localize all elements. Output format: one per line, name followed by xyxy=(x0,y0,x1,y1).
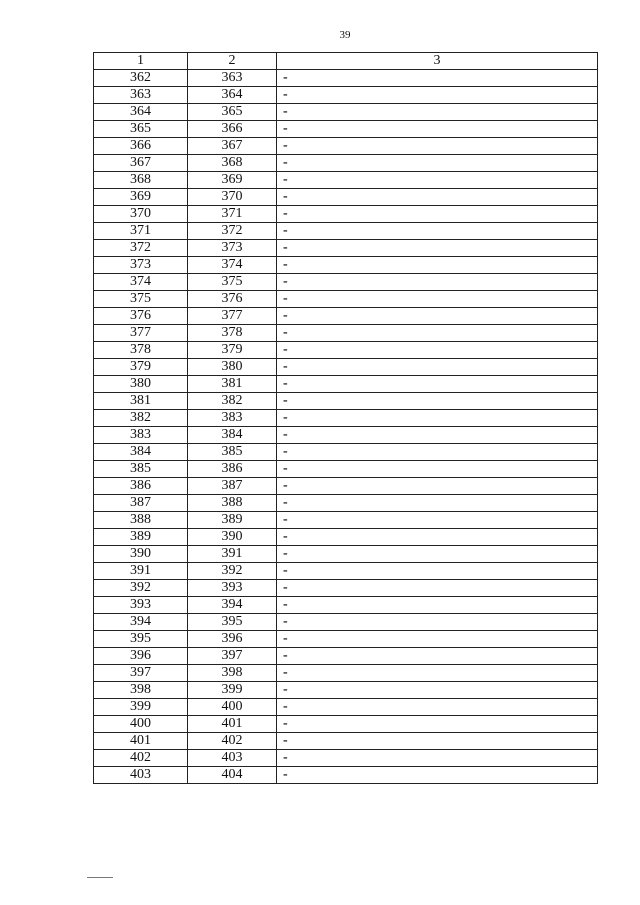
table-row xyxy=(94,274,598,291)
table-cell-col-2: 378 xyxy=(188,325,277,342)
table-cell-col-3: - xyxy=(277,444,598,461)
table-row xyxy=(94,206,598,223)
table-cell-col-3: - xyxy=(277,750,598,767)
table-cell-col-3: - xyxy=(277,87,598,104)
table-cell-col-3: - xyxy=(277,257,598,274)
table-cell-col-3: - xyxy=(277,359,598,376)
table-cell-col-1: 401 xyxy=(94,733,188,750)
table-cell-col-2: 390 xyxy=(188,529,277,546)
table-cell-col-3: - xyxy=(277,427,598,444)
table-cell-col-2: 373 xyxy=(188,240,277,257)
table-cell-col-2: 387 xyxy=(188,478,277,495)
data-table xyxy=(93,52,598,784)
table-cell-col-2: 367 xyxy=(188,138,277,155)
table-cell-col-1: 394 xyxy=(94,614,188,631)
table-cell-col-2: 371 xyxy=(188,206,277,223)
table-cell-col-3: - xyxy=(277,138,598,155)
table-row xyxy=(94,767,598,784)
table-cell-col-1: 397 xyxy=(94,665,188,682)
table-cell-col-3: - xyxy=(277,699,598,716)
table-cell-col-1: 379 xyxy=(94,359,188,376)
table-cell-col-2: 392 xyxy=(188,563,277,580)
table-row xyxy=(94,478,598,495)
table-row xyxy=(94,308,598,325)
table-cell-col-1: 380 xyxy=(94,376,188,393)
table-row xyxy=(94,512,598,529)
table-row xyxy=(94,138,598,155)
table-cell-col-3: - xyxy=(277,121,598,138)
table-row xyxy=(94,342,598,359)
table-cell-col-2: 380 xyxy=(188,359,277,376)
table-cell-col-2: 364 xyxy=(188,87,277,104)
table-row xyxy=(94,597,598,614)
table-cell-col-3: - xyxy=(277,240,598,257)
table-cell-col-3: - xyxy=(277,461,598,478)
table-cell-col-2: 375 xyxy=(188,274,277,291)
table-row xyxy=(94,733,598,750)
table-row xyxy=(94,682,598,699)
table-cell-col-3: - xyxy=(277,767,598,784)
table-cell-col-1: 363 xyxy=(94,87,188,104)
table-cell-col-3: - xyxy=(277,70,598,87)
table-row xyxy=(94,291,598,308)
table-row xyxy=(94,410,598,427)
table-cell-col-1: 372 xyxy=(94,240,188,257)
table-cell-col-1: 388 xyxy=(94,512,188,529)
table-cell-col-2: 393 xyxy=(188,580,277,597)
table-cell-col-2: 402 xyxy=(188,733,277,750)
table-cell-col-1: 386 xyxy=(94,478,188,495)
table-cell-col-1: 403 xyxy=(94,767,188,784)
table-row xyxy=(94,631,598,648)
table-cell-col-3: - xyxy=(277,716,598,733)
table-cell-col-2: 381 xyxy=(188,376,277,393)
table-cell-col-3: - xyxy=(277,563,598,580)
table-cell-col-3: - xyxy=(277,206,598,223)
table-cell-col-2: 394 xyxy=(188,597,277,614)
table-body xyxy=(94,70,598,784)
column-header-2: 2 xyxy=(188,53,277,70)
table-cell-col-2: 376 xyxy=(188,291,277,308)
table-cell-col-2: 383 xyxy=(188,410,277,427)
table-row xyxy=(94,461,598,478)
table-cell-col-1: 370 xyxy=(94,206,188,223)
table-row xyxy=(94,750,598,767)
table-cell-col-3: - xyxy=(277,478,598,495)
table-cell-col-2: 395 xyxy=(188,614,277,631)
table-row xyxy=(94,699,598,716)
table-row xyxy=(94,393,598,410)
table-cell-col-3: - xyxy=(277,733,598,750)
table-row xyxy=(94,257,598,274)
table-cell-col-3: - xyxy=(277,682,598,699)
table-cell-col-1: 368 xyxy=(94,172,188,189)
table-cell-col-2: 397 xyxy=(188,648,277,665)
table-row xyxy=(94,325,598,342)
table-cell-col-3: - xyxy=(277,104,598,121)
table-cell-col-1: 392 xyxy=(94,580,188,597)
table-cell-col-2: 386 xyxy=(188,461,277,478)
table-cell-col-2: 400 xyxy=(188,699,277,716)
table-cell-col-3: - xyxy=(277,546,598,563)
table-cell-col-3: - xyxy=(277,631,598,648)
table-cell-col-2: 365 xyxy=(188,104,277,121)
table-cell-col-2: 377 xyxy=(188,308,277,325)
table-cell-col-2: 399 xyxy=(188,682,277,699)
table-cell-col-1: 382 xyxy=(94,410,188,427)
table-cell-col-1: 390 xyxy=(94,546,188,563)
table-row xyxy=(94,104,598,121)
table-cell-col-2: 401 xyxy=(188,716,277,733)
table-cell-col-2: 363 xyxy=(188,70,277,87)
table-cell-col-1: 369 xyxy=(94,189,188,206)
table-cell-col-3: - xyxy=(277,665,598,682)
table-row xyxy=(94,172,598,189)
table-cell-col-3: - xyxy=(277,512,598,529)
table-cell-col-2: 398 xyxy=(188,665,277,682)
table-cell-col-1: 391 xyxy=(94,563,188,580)
table-cell-col-3: - xyxy=(277,223,598,240)
table-cell-col-1: 400 xyxy=(94,716,188,733)
table-cell-col-2: 370 xyxy=(188,189,277,206)
table-row xyxy=(94,665,598,682)
table-cell-col-1: 387 xyxy=(94,495,188,512)
table-cell-col-2: 379 xyxy=(188,342,277,359)
column-header-3: 3 xyxy=(277,53,598,70)
table-row xyxy=(94,121,598,138)
table-cell-col-3: - xyxy=(277,580,598,597)
table-cell-col-2: 403 xyxy=(188,750,277,767)
table-cell-col-1: 371 xyxy=(94,223,188,240)
table-cell-col-3: - xyxy=(277,172,598,189)
table-cell-col-1: 367 xyxy=(94,155,188,172)
table-row xyxy=(94,155,598,172)
table-row xyxy=(94,563,598,580)
table-row xyxy=(94,495,598,512)
table-cell-col-1: 378 xyxy=(94,342,188,359)
table-cell-col-3: - xyxy=(277,614,598,631)
table-cell-col-2: 369 xyxy=(188,172,277,189)
table-row xyxy=(94,580,598,597)
table-cell-col-3: - xyxy=(277,376,598,393)
table-row xyxy=(94,529,598,546)
table-cell-col-3: - xyxy=(277,529,598,546)
table-row xyxy=(94,223,598,240)
table-row xyxy=(94,427,598,444)
table-row xyxy=(94,648,598,665)
table-cell-col-1: 373 xyxy=(94,257,188,274)
table-cell-col-1: 395 xyxy=(94,631,188,648)
table-header-row xyxy=(94,53,598,70)
table-cell-col-2: 374 xyxy=(188,257,277,274)
table-cell-col-2: 382 xyxy=(188,393,277,410)
table-cell-col-3: - xyxy=(277,597,598,614)
table-row xyxy=(94,189,598,206)
table-cell-col-1: 398 xyxy=(94,682,188,699)
table-cell-col-1: 396 xyxy=(94,648,188,665)
table-row xyxy=(94,614,598,631)
table-cell-col-1: 375 xyxy=(94,291,188,308)
table-cell-col-3: - xyxy=(277,325,598,342)
table-cell-col-1: 362 xyxy=(94,70,188,87)
table-cell-col-3: - xyxy=(277,393,598,410)
table-cell-col-1: 365 xyxy=(94,121,188,138)
table-cell-col-2: 389 xyxy=(188,512,277,529)
table-cell-col-3: - xyxy=(277,155,598,172)
table-row xyxy=(94,240,598,257)
table-cell-col-1: 366 xyxy=(94,138,188,155)
table-cell-col-2: 404 xyxy=(188,767,277,784)
table-cell-col-2: 396 xyxy=(188,631,277,648)
table-cell-col-3: - xyxy=(277,648,598,665)
table-cell-col-1: 374 xyxy=(94,274,188,291)
table-row xyxy=(94,70,598,87)
table-row xyxy=(94,359,598,376)
table-cell-col-1: 389 xyxy=(94,529,188,546)
table-cell-col-3: - xyxy=(277,291,598,308)
table-cell-col-1: 399 xyxy=(94,699,188,716)
table-cell-col-2: 384 xyxy=(188,427,277,444)
table-cell-col-2: 391 xyxy=(188,546,277,563)
table-cell-col-2: 388 xyxy=(188,495,277,512)
table-cell-col-2: 372 xyxy=(188,223,277,240)
table-cell-col-3: - xyxy=(277,308,598,325)
table-cell-col-3: - xyxy=(277,274,598,291)
page-number: 39 xyxy=(339,29,351,41)
table-cell-col-1: 364 xyxy=(94,104,188,121)
table-cell-col-3: - xyxy=(277,342,598,359)
table-cell-col-1: 402 xyxy=(94,750,188,767)
column-header-1: 1 xyxy=(94,53,188,70)
table-row xyxy=(94,87,598,104)
table-cell-col-1: 393 xyxy=(94,597,188,614)
table-cell-col-1: 381 xyxy=(94,393,188,410)
table-cell-col-3: - xyxy=(277,495,598,512)
table-row xyxy=(94,376,598,393)
table-cell-col-2: 366 xyxy=(188,121,277,138)
table-cell-col-1: 377 xyxy=(94,325,188,342)
table-row xyxy=(94,716,598,733)
table-cell-col-3: - xyxy=(277,189,598,206)
table-cell-col-2: 368 xyxy=(188,155,277,172)
table-cell-col-3: - xyxy=(277,410,598,427)
table-cell-col-1: 384 xyxy=(94,444,188,461)
table-row xyxy=(94,444,598,461)
table-cell-col-2: 385 xyxy=(188,444,277,461)
table-cell-col-1: 376 xyxy=(94,308,188,325)
table-cell-col-1: 383 xyxy=(94,427,188,444)
footer-mark xyxy=(87,877,113,878)
table-cell-col-1: 385 xyxy=(94,461,188,478)
table-row xyxy=(94,546,598,563)
